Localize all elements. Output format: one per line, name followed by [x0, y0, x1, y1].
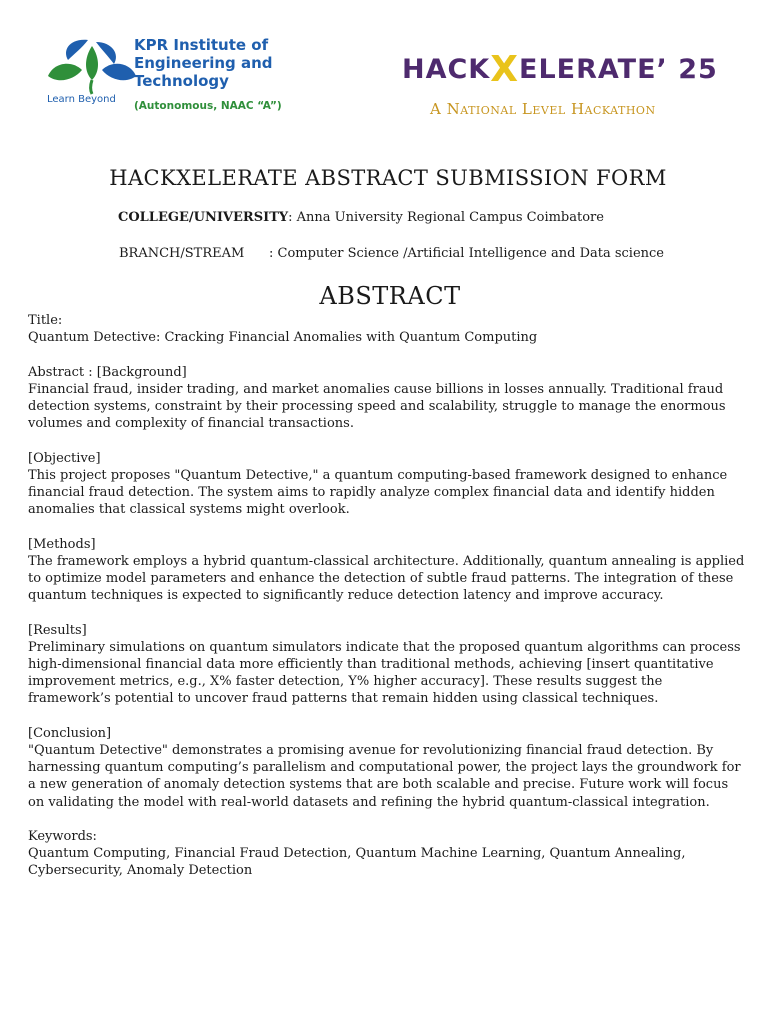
title-label: Title:: [28, 313, 63, 328]
page-header: [0, 30, 768, 130]
objective-section: [28, 450, 748, 519]
results-label: [Results]: [28, 622, 87, 638]
objective-label: [Objective]: [28, 450, 101, 466]
methods-section: [28, 536, 748, 605]
kpr-tagline: Learn Beyond: [47, 94, 116, 105]
conclusion-label: [Conclusion]: [28, 725, 112, 741]
branch-value: : Computer Science /Artificial Intelligence and Data science: [269, 246, 665, 261]
keywords-text: Quantum Computing, Financial Fraud Detection, Quantum Machine Learning, Quantum Annealing, Cybersecurity, Anomaly Detection: [28, 846, 686, 879]
kpr-institution-name: KPR Institute of Engineering and Technology: [134, 36, 273, 90]
background-text: Financial fraud, insider trading, and market anomalies cause billions in losses annually. Traditional fraud detection systems, constraint by their processing speed and scalability, struggle to manage the enormous volumes and complexity of financial transactions.: [28, 381, 726, 432]
conclusion-text: "Quantum Detective" demonstrates a promising avenue for revolutionizing financial fraud detection. By harnessing quantum computing’s parallelism and computational power, the project lays the groundwork for a new generation of anomaly detection systems that are both scalable and precise. Future work will focus on validating the model with real-world datasets and refining the hybrid quantum-classical integration.: [28, 743, 741, 810]
results-text: Preliminary simulations on quantum simulators indicate that the proposed quantum algorithms can process high-dimensional financial data more efficiently than traditional methods, achieving [insert quantitative improvement metrics, e.g., X% faster detection, Y% higher accuracy]. These results suggest the framework’s potential to uncover fraud patterns that remain hidden using classical techniques.: [28, 639, 741, 707]
objective-text: This project proposes "Quantum Detective," a quantum computing-based framework designed to enhance financial fraud detection. The system aims to rapidly analyze complex financial data and identify hidden anomalies that classical systems might overlook.: [28, 467, 728, 518]
keywords-section: [28, 828, 748, 880]
form-title: HACKXELERATE ABSTRACT SUBMISSION FORM: [109, 166, 667, 190]
college-field: [118, 210, 604, 225]
background-label: Abstract : [Background]: [28, 364, 187, 380]
title-value: Quantum Detective: Cracking Financial Anomalies with Quantum Computing: [28, 330, 538, 346]
kpr-accreditation: (Autonomous, NAAC “A”): [134, 100, 282, 112]
title-section: [28, 312, 748, 346]
conclusion-section: [28, 725, 748, 811]
college-value: : Anna University Regional Campus Coimbatore: [288, 210, 604, 225]
college-label: COLLEGE/UNIVERSITY: [118, 210, 289, 225]
abstract-heading: ABSTRACT: [319, 282, 461, 310]
keywords-label: Keywords:: [28, 829, 97, 844]
hack-title-suffix: ELERATE’ 25: [519, 54, 718, 85]
hackathon-subtitle: A National Level Hackathon: [430, 100, 656, 118]
branch-field: [119, 246, 664, 261]
kpr-institution-block: [134, 36, 282, 112]
results-section: [28, 622, 748, 708]
methods-text: The framework employs a hybrid quantum-classical architecture. Additionally, quantum annealing is applied to optimize model parameters and enhance the detection of subtle fraud patterns. The integration of these quantum techniques is expected to significantly reduce detection latency and improve accuracy.: [28, 553, 745, 604]
hack-title-prefix: HACK: [402, 54, 491, 85]
branch-label: BRANCH/STREAM: [119, 246, 245, 261]
abstract-body: [28, 312, 748, 897]
hackxelerate-logo: [402, 46, 718, 90]
background-section: [28, 364, 748, 433]
methods-label: [Methods]: [28, 536, 96, 552]
hack-x-letter: X: [490, 49, 519, 90]
